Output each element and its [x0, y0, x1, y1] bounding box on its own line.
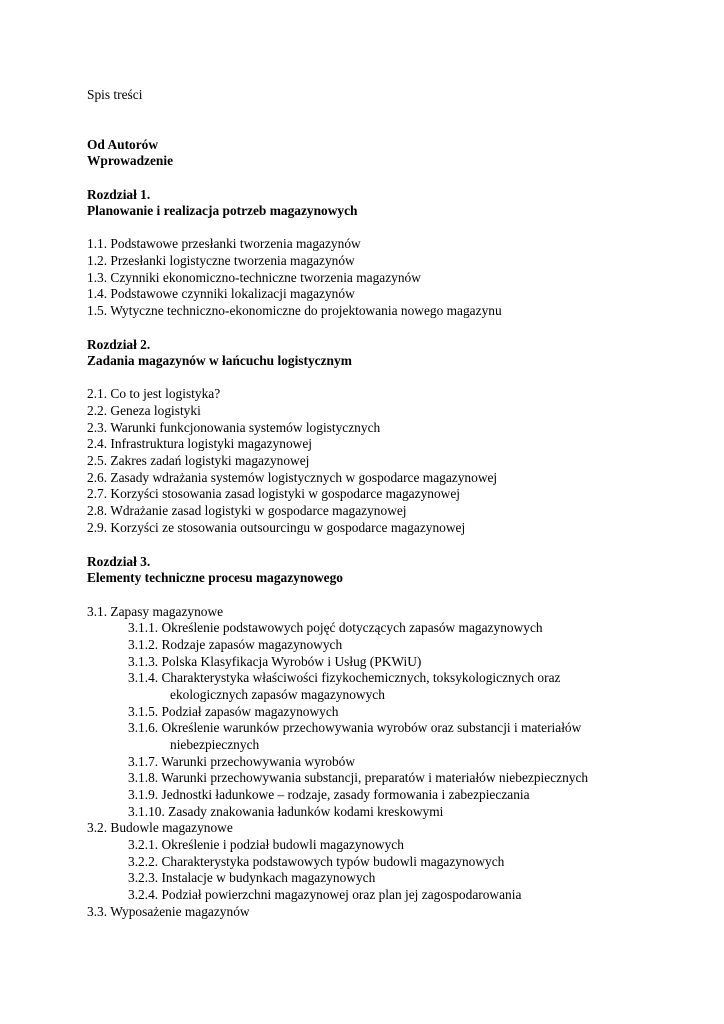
toc-entry-3-1-6[interactable]: 3.1.6. Określenie warunków przechowywania wyrobów oraz substancji i materiałów: [128, 720, 582, 735]
toc-entry-1-2[interactable]: 1.2. Przesłanki logistyczne tworzenia magazynów: [87, 253, 355, 268]
toc-entry-3-3[interactable]: 3.3. Wyposażenie magazynów: [87, 904, 250, 919]
chapter-1-title[interactable]: Planowanie i realizacja potrzeb magazynowych: [87, 203, 358, 218]
toc-entry-1-1[interactable]: 1.1. Podstawowe przesłanki tworzenia magazynów: [87, 236, 361, 251]
toc-entry-3-1-3[interactable]: 3.1.3. Polska Klasyfikacja Wyrobów i Usług (PKWiU): [128, 654, 422, 669]
toc-entry-1-3[interactable]: 1.3. Czynniki ekonomiczno-techniczne tworzenia magazynów: [87, 270, 421, 285]
toc-entry-3-2-4[interactable]: 3.2.4. Podział powierzchni magazynowej oraz plan jej zagospodarowania: [128, 887, 522, 902]
front-matter-introduction[interactable]: Wprowadzenie: [87, 153, 174, 168]
toc-entry-2-5[interactable]: 2.5. Zakres zadań logistyki magazynowej: [87, 453, 310, 468]
chapter-1-label[interactable]: Rozdział 1.: [87, 187, 151, 202]
toc-entry-3-2[interactable]: 3.2. Budowle magazynowe: [87, 820, 233, 835]
toc-entry-2-4[interactable]: 2.4. Infrastruktura logistyki magazynowej: [87, 436, 312, 451]
toc-entry-2-7[interactable]: 2.7. Korzyści stosowania zasad logistyki w gospodarce magazynowej: [87, 486, 460, 501]
toc-entry-1-4[interactable]: 1.4. Podstawowe czynniki lokalizacji magazynów: [87, 286, 355, 301]
toc-entry-3-1-9[interactable]: 3.1.9. Jednostki ładunkowe – rodzaje, zasady formowania i zabezpieczania: [128, 787, 530, 802]
toc-entry-3-2-1[interactable]: 3.2.1. Określenie i podział budowli magazynowych: [128, 837, 404, 852]
toc-entry-3-1-8[interactable]: 3.1.8. Warunki przechowywania substancji, preparatów i materiałów niebezpiecznych: [128, 770, 589, 785]
toc-entry-3-1-7[interactable]: 3.1.7. Warunki przechowywania wyrobów: [128, 754, 355, 769]
toc-entry-1-5[interactable]: 1.5. Wytyczne techniczno-ekonomiczne do projektowania nowego magazynu: [87, 303, 502, 318]
toc-entry-3-2-3[interactable]: 3.2.3. Instalacje w budynkach magazynowych: [128, 870, 376, 885]
chapter-3-title[interactable]: Elementy techniczne procesu magazynowego: [87, 570, 343, 585]
toc-entry-3-1-4-cont[interactable]: ekologicznych zapasów magazynowych: [170, 687, 385, 702]
chapter-2-title[interactable]: Zadania magazynów w łańcuchu logistycznym: [87, 353, 352, 368]
toc-entry-3-1-1[interactable]: 3.1.1. Określenie podstawowych pojęć dotyczących zapasów magazynowych: [128, 620, 543, 635]
toc-entry-2-8[interactable]: 2.8. Wdrażanie zasad logistyki w gospodarce magazynowej: [87, 503, 407, 518]
toc-title: Spis treści: [87, 87, 143, 102]
toc-entry-3-1-6-cont[interactable]: niebezpiecznych: [170, 737, 260, 752]
toc-entry-3-1-10[interactable]: 3.1.10. Zasady znakowania ładunków kodami kreskowymi: [128, 804, 444, 819]
toc-entry-2-1[interactable]: 2.1. Co to jest logistyka?: [87, 386, 221, 401]
toc-entry-3-1-5[interactable]: 3.1.5. Podział zapasów magazynowych: [128, 704, 339, 719]
toc-entry-2-6[interactable]: 2.6. Zasady wdrażania systemów logistycznych w gospodarce magazynowej: [87, 470, 498, 485]
toc-entry-3-1-2[interactable]: 3.1.2. Rodzaje zapasów magazynowych: [128, 637, 343, 652]
front-matter-authors[interactable]: Od Autorów: [87, 137, 159, 152]
toc-entry-3-2-2[interactable]: 3.2.2. Charakterystyka podstawowych typów budowli magazynowych: [128, 854, 505, 869]
chapter-2-label[interactable]: Rozdział 2.: [87, 337, 151, 352]
chapter-3-label[interactable]: Rozdział 3.: [87, 554, 151, 569]
toc-entry-3-1[interactable]: 3.1. Zapasy magazynowe: [87, 604, 224, 619]
toc-entry-2-9[interactable]: 2.9. Korzyści ze stosowania outsourcingu w gospodarce magazynowej: [87, 520, 466, 535]
toc-entry-2-2[interactable]: 2.2. Geneza logistyki: [87, 403, 201, 418]
toc-entry-2-3[interactable]: 2.3. Warunki funkcjonowania systemów logistycznych: [87, 420, 381, 435]
toc-entry-3-1-4[interactable]: 3.1.4. Charakterystyka właściwości fizykochemicznych, toksykologicznych oraz: [128, 670, 561, 685]
